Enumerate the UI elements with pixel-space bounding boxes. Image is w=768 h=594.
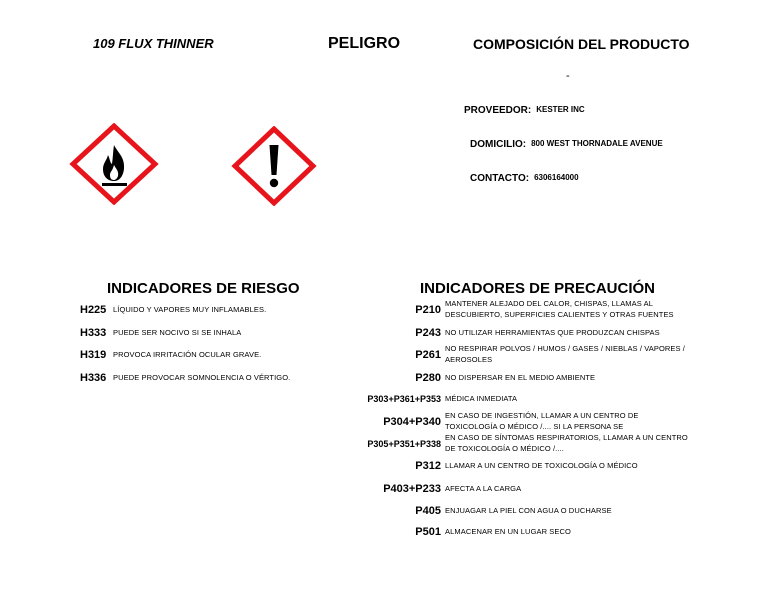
precaution-code: P280 (415, 372, 441, 384)
precaution-code: P304+P340 (383, 415, 441, 428)
precaution-row (363, 483, 521, 495)
precaution-title: INDICADORES DE PRECAUCIÓN (420, 280, 656, 297)
address-label: DOMICILIO: (470, 139, 527, 150)
precaution-row (363, 411, 639, 432)
precaution-row (363, 460, 638, 472)
precaution-row (363, 394, 517, 405)
precaution-text: LLAMAR A UN CENTRO DE TOXICOLOGÍA O MÉDICO (445, 460, 638, 470)
precaution-row (363, 526, 571, 538)
hazard-text: LÍQUIDO Y VAPORES MUY INFLAMABLES. (113, 304, 267, 314)
hazard-code: H225 (80, 304, 107, 316)
hazard-code: H333 (80, 327, 107, 339)
precaution-text: MANTENER ALEJADO DEL CALOR, CHISPAS, LLAMAS AL DESCUBIERTO, SUPERFICIES CALIENTES Y OTRAS FUENTES (445, 299, 674, 319)
hazard-title: INDICADORES DE RIESGO (107, 280, 300, 297)
precaution-text: ENJUAGAR LA PIEL CON AGUA O DUCHARSE (445, 505, 612, 515)
exclamation-pictogram-icon (231, 126, 317, 206)
precaution-row (363, 327, 660, 339)
precaution-row (363, 372, 595, 384)
address-row (470, 139, 663, 150)
hazard-code: H336 (80, 372, 107, 384)
precaution-code: P312 (415, 460, 441, 472)
flame-pictogram-icon (69, 123, 159, 205)
precaution-text: NO DISPERSAR EN EL MEDIO AMBIENTE (445, 372, 596, 382)
hazard-row (80, 327, 241, 339)
hazard-row (80, 372, 290, 384)
product-name: 109 FLUX THINNER (93, 36, 214, 51)
precaution-code: P210 (415, 303, 441, 316)
provider-row (464, 105, 585, 116)
hazard-text: PUEDE PROVOCAR SOMNOLENCIA O VÉRTIGO. (113, 372, 291, 382)
hazard-text: PUEDE SER NOCIVO SI SE INHALA (113, 327, 242, 337)
precaution-row (363, 433, 688, 454)
precaution-code: P261 (415, 348, 441, 361)
hazard-row (80, 349, 261, 361)
precaution-code: P303+P361+P353 (367, 394, 441, 405)
precaution-text: ALMACENAR EN UN LUGAR SECO (445, 526, 571, 536)
precaution-text: MÉDICA INMEDIATA (445, 394, 518, 403)
provider-value: KESTER INC (536, 105, 585, 114)
contact-row (470, 173, 579, 184)
composition-value: - (566, 70, 570, 82)
contact-value: 6306164000 (534, 173, 579, 182)
hazard-row (80, 304, 266, 316)
precaution-code: P501 (415, 526, 441, 538)
contact-label: CONTACTO: (470, 173, 530, 184)
precaution-text: EN CASO DE INGESTIÓN, LLAMAR A UN CENTRO DE TOXICOLOGÍA O MÉDICO /.... SI LA PERSONA SE (445, 411, 639, 431)
precaution-row (363, 344, 685, 365)
precaution-code: P403+P233 (383, 483, 441, 495)
precaution-code: P305+P351+P338 (367, 438, 441, 449)
precaution-text: NO UTILIZAR HERRAMIENTAS QUE PRODUZCAN CHISPAS (445, 327, 660, 337)
provider-label: PROVEEDOR: (464, 105, 532, 116)
composition-title: COMPOSICIÓN DEL PRODUCTO (473, 36, 690, 52)
precaution-code: P405 (415, 505, 441, 517)
hazard-code: H319 (80, 349, 107, 361)
signal-word: PELIGRO (328, 35, 401, 52)
precaution-text: NO RESPIRAR POLVOS / HUMOS / GASES / NIEBLAS / VAPORES / AEROSOLES (445, 344, 685, 364)
hazard-text: PROVOCA IRRITACIÓN OCULAR GRAVE. (113, 349, 262, 359)
precaution-row (363, 505, 612, 517)
precaution-text: AFECTA A LA CARGA (445, 483, 522, 493)
precaution-row (363, 299, 674, 320)
address-value: 800 WEST THORNADALE AVENUE (531, 139, 663, 148)
precaution-code: P243 (415, 327, 441, 339)
precaution-text: EN CASO DE SÍNTOMAS RESPIRATORIOS, LLAMAR A UN CENTRO DE TOXICOLOGÍA O MÉDICO /.... (445, 433, 688, 453)
